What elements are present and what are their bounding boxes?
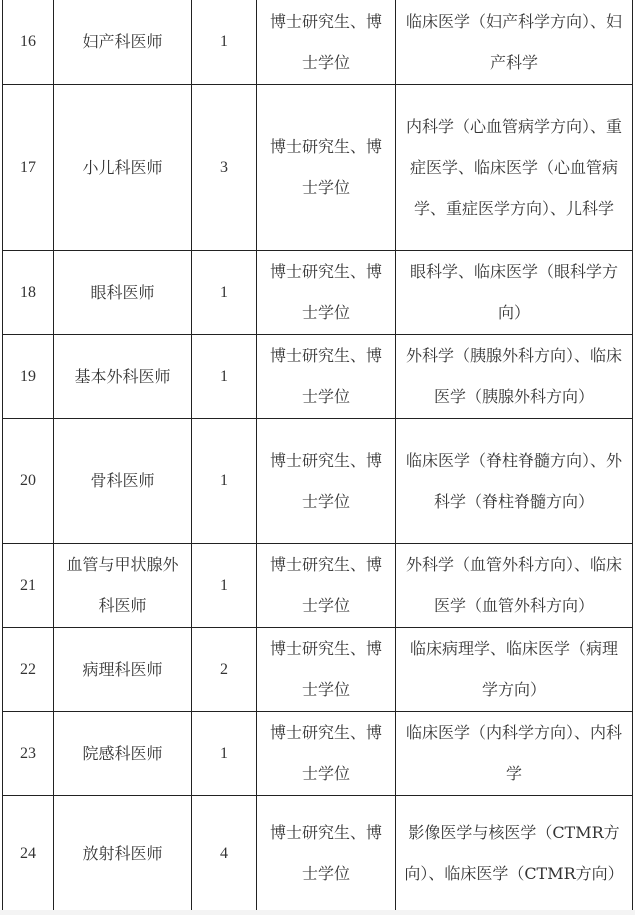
major-requirement: 临床医学（脊柱脊髓方向）、外科学（脊柱脊髓方向） xyxy=(396,418,633,543)
education-requirement: 博士研究生、博士学位 xyxy=(257,711,396,795)
hiring-count: 1 xyxy=(192,418,257,543)
position-name: 病理科医师 xyxy=(54,627,192,711)
major-requirement: 外科学（胰腺外科方向）、临床医学（胰腺外科方向） xyxy=(396,334,633,418)
table-row xyxy=(3,543,633,627)
hiring-count: 1 xyxy=(192,250,257,334)
recruitment-table-container xyxy=(2,0,633,912)
hiring-count: 1 xyxy=(192,543,257,627)
position-name: 基本外科医师 xyxy=(54,334,192,418)
position-name: 院感科医师 xyxy=(54,711,192,795)
hiring-count: 2 xyxy=(192,627,257,711)
page-bottom-edge xyxy=(0,910,635,915)
row-number: 23 xyxy=(3,711,54,795)
hiring-count: 3 xyxy=(192,84,257,250)
education-requirement: 博士研究生、博士学位 xyxy=(257,627,396,711)
hiring-count: 1 xyxy=(192,711,257,795)
major-requirement: 眼科学、临床医学（眼科学方向） xyxy=(396,250,633,334)
table-row xyxy=(3,0,633,84)
table-row xyxy=(3,627,633,711)
education-requirement: 博士研究生、博士学位 xyxy=(257,795,396,911)
row-number: 19 xyxy=(3,334,54,418)
table-row xyxy=(3,250,633,334)
education-requirement: 博士研究生、博士学位 xyxy=(257,84,396,250)
hiring-count: 4 xyxy=(192,795,257,911)
recruitment-table xyxy=(2,0,633,912)
row-number: 21 xyxy=(3,543,54,627)
table-row xyxy=(3,84,633,250)
position-name: 放射科医师 xyxy=(54,795,192,911)
table-row xyxy=(3,711,633,795)
education-requirement: 博士研究生、博士学位 xyxy=(257,543,396,627)
education-requirement: 博士研究生、博士学位 xyxy=(257,250,396,334)
major-requirement: 临床医学（妇产科学方向）、妇产科学 xyxy=(396,0,633,84)
table-row xyxy=(3,334,633,418)
row-number: 18 xyxy=(3,250,54,334)
table-row xyxy=(3,795,633,911)
position-name: 眼科医师 xyxy=(54,250,192,334)
position-name: 妇产科医师 xyxy=(54,0,192,84)
hiring-count: 1 xyxy=(192,0,257,84)
row-number: 17 xyxy=(3,84,54,250)
position-name: 血管与甲状腺外科医师 xyxy=(54,543,192,627)
major-requirement: 临床医学（内科学方向）、内科学 xyxy=(396,711,633,795)
position-name: 骨科医师 xyxy=(54,418,192,543)
row-number: 22 xyxy=(3,627,54,711)
row-number: 20 xyxy=(3,418,54,543)
major-requirement: 影像医学与核医学（CTMR方向）、临床医学（CTMR方向） xyxy=(396,795,633,911)
row-number: 16 xyxy=(3,0,54,84)
major-requirement: 内科学（心血管病学方向）、重症医学、临床医学（心血管病学、重症医学方向）、儿科学 xyxy=(396,84,633,250)
education-requirement: 博士研究生、博士学位 xyxy=(257,0,396,84)
position-name: 小儿科医师 xyxy=(54,84,192,250)
education-requirement: 博士研究生、博士学位 xyxy=(257,334,396,418)
row-number: 24 xyxy=(3,795,54,911)
major-requirement: 外科学（血管外科方向）、临床医学（血管外科方向） xyxy=(396,543,633,627)
hiring-count: 1 xyxy=(192,334,257,418)
major-requirement: 临床病理学、临床医学（病理学方向） xyxy=(396,627,633,711)
education-requirement: 博士研究生、博士学位 xyxy=(257,418,396,543)
table-row xyxy=(3,418,633,543)
